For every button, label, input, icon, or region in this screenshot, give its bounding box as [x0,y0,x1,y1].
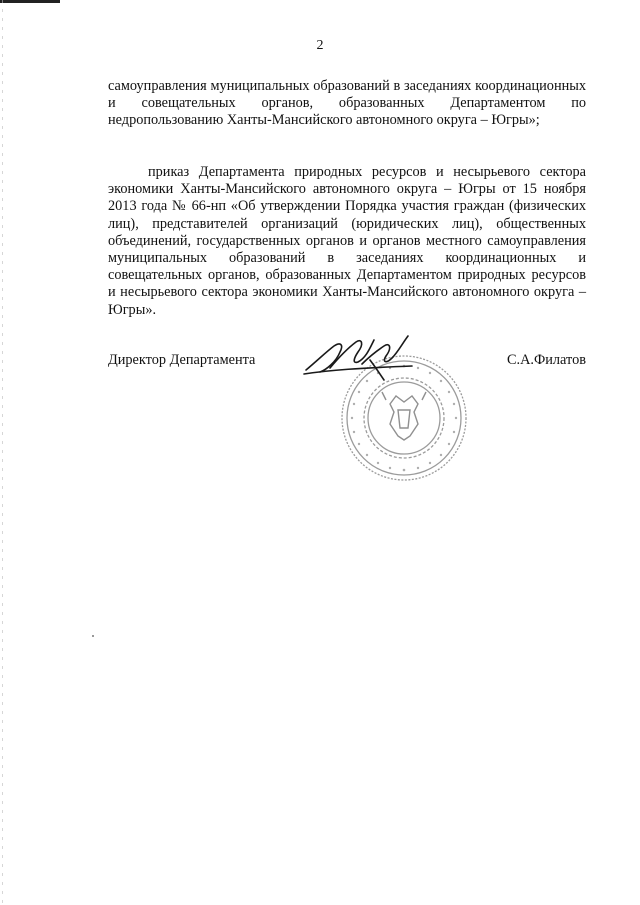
scan-edge-top [0,0,60,3]
signature-block [108,352,586,374]
scan-artifact [92,635,94,637]
page-number: 2 [316,38,324,53]
signatory-title: Директор Департамента [108,352,256,368]
signatory-name: С.А.Филатов [506,352,586,368]
scan-edge-left [2,0,3,905]
paragraph-continuation: самоуправления муниципальных образований в заседаниях координационных и совещательных органов, образованных Департаментом по недропользованию Ханты-Мансийского автономного округа – Югры»; [108,78,586,129]
paragraph-order: приказ Департамента природных ресурсов и несырьевого сектора экономики Ханты-Мансийского автономного округа – Югры от 15 ноября 2013 года № 66-нп «Об утверждении Порядка участия граждан (физических лиц), представителей организаций (юридических лиц), общественных объединений, государственных органов и органов местного самоуправления муниципальных образований в заседаниях координационных и совещательных органов, образованных Департаментом природных ресурсов и несырьевого сектора экономики Ханты-Мансийского автономного округа – Югры». [108,164,586,318]
